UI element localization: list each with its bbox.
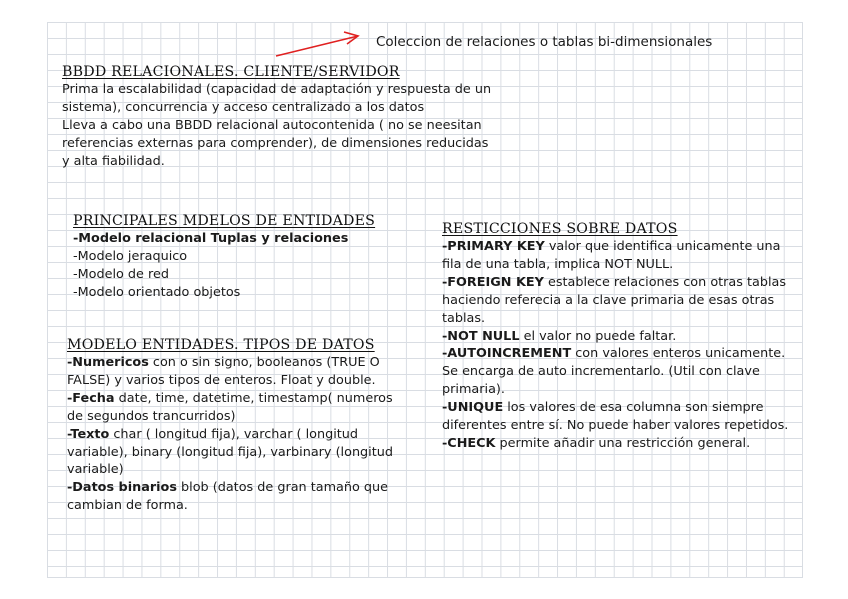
restricciones-text: fila de una tabla, implica NOT NULL. (442, 256, 674, 272)
bbdd-line: referencias externas para comprender), de dimensiones reducidas (62, 135, 489, 151)
restricciones-line (442, 292, 788, 310)
tipos-line (67, 444, 393, 462)
restricciones-line (442, 310, 788, 328)
tipos-text: de segundos trancurridos) (67, 408, 236, 424)
restricciones-line (442, 345, 788, 363)
tipos-text: cambian de forma. (67, 498, 188, 514)
bbdd-line: y alta fiabilidad. (62, 153, 165, 169)
modelos-item (73, 230, 375, 248)
bbdd-line: sistema), concurrencia y acceso centralizado a los datos (62, 99, 425, 115)
restricciones-term: -AUTOINCREMENT (442, 346, 572, 362)
restricciones-text: con valores enteros unicamente. (571, 346, 786, 362)
modelos-item (73, 248, 375, 266)
tipos-text: char ( longitud fija), varchar ( longitud (109, 426, 359, 442)
bbdd-heading: BBDD RELACIONALES. CLIENTE/SERVIDOR (62, 64, 400, 80)
restricciones-text: Se encarga de auto incrementarlo. (Util con clave (442, 364, 760, 380)
modelos-heading: PRINCIPALES MDELOS DE ENTIDADES (73, 213, 376, 229)
restricciones-text: haciendo referecia a la clave primaria de esas otras (442, 292, 775, 308)
modelos-item-text: -Modelo orientado objetos (73, 284, 241, 300)
restricciones-term: -CHECK (442, 435, 496, 451)
red-arrow-shaft (276, 36, 358, 56)
restricciones-text: valor que identifica unicamente una (544, 239, 781, 254)
restricciones-heading: RESTICCIONES SOBRE DATOS (442, 221, 678, 237)
tipos-text: blob (datos de gran tamaño que (176, 480, 389, 496)
restricciones-line (442, 238, 788, 256)
tipos-text: variable), binary (longitud fija), varbinary (longitud (67, 444, 393, 460)
bbdd-line: Prima la escalabilidad (capacidad de adaptación y respuesta de un (62, 82, 492, 97)
restricciones-text: primaria). (442, 382, 505, 398)
restricciones-line (442, 399, 788, 417)
tipos-line (67, 479, 393, 497)
restricciones-text: diferentes entre sí. No puede haber valores repetidos. (442, 418, 789, 434)
modelos-item-text: -Modelo de red (73, 266, 169, 282)
tipos-line (67, 372, 393, 390)
annotation-note: Coleccion de relaciones o tablas bi-dimensionales (376, 34, 713, 50)
restricciones-line (442, 381, 788, 399)
tipos-line (67, 426, 393, 444)
restricciones-line (442, 363, 788, 381)
tipos-line (67, 408, 393, 426)
restricciones-text: tablas. (442, 310, 486, 326)
modelos-item (73, 284, 375, 302)
restricciones-term: -UNIQUE (442, 400, 504, 416)
restricciones-term: -NOT NULL (442, 328, 520, 344)
tipos-line (67, 461, 393, 479)
tipos-term: -Texto (67, 426, 110, 442)
tipos-line (67, 497, 393, 515)
restricciones-line (442, 274, 788, 292)
restricciones-text: establece relaciones con otras tablas (543, 274, 787, 290)
restricciones-term: -FOREIGN KEY (442, 274, 544, 290)
section-modelos (73, 213, 375, 302)
restricciones-line (442, 417, 788, 435)
red-arrow-icon (270, 26, 370, 62)
section-bbdd (62, 64, 491, 171)
restricciones-text: permite añadir una restricción general. (495, 435, 751, 451)
modelos-item-text: -Modelo jeraquico (73, 248, 188, 264)
modelos-item-bold: -Modelo relacional Tuplas y relaciones (73, 231, 349, 246)
section-restricciones (442, 221, 788, 453)
tipos-heading: MODELO ENTIDADES. TIPOS DE DATOS (67, 337, 375, 353)
tipos-term: -Fecha (67, 390, 115, 406)
tipos-text: date, time, datetime, timestamp( numeros (114, 390, 393, 406)
restricciones-text: los valores de esa columna son siempre (503, 400, 764, 416)
modelos-item (73, 266, 375, 284)
restricciones-text: el valor no puede faltar. (519, 328, 677, 344)
tipos-term: -Datos binarios (67, 480, 177, 496)
restricciones-line (442, 435, 788, 453)
restricciones-line (442, 328, 788, 346)
tipos-term: -Numericos (67, 355, 149, 370)
section-tipos (67, 337, 393, 515)
tipos-text: con o sin signo, booleanos (TRUE O (148, 355, 380, 370)
tipos-line (67, 354, 393, 372)
tipos-line (67, 390, 393, 408)
tipos-text: FALSE) y varios tipos de enteros. Float y double. (67, 372, 376, 388)
restricciones-term: -PRIMARY KEY (442, 239, 545, 254)
bbdd-line: Lleva a cabo una BBDD relacional autocontenida ( no se neesitan (62, 117, 482, 133)
tipos-text: variable) (67, 462, 124, 478)
restricciones-line (442, 256, 788, 274)
